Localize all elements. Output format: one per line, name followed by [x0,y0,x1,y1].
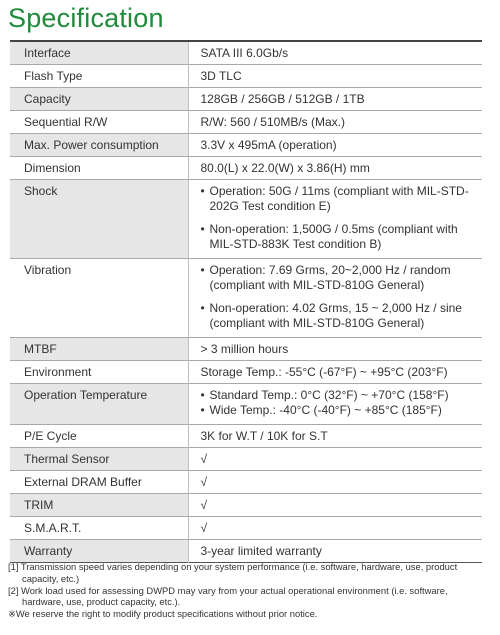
spec-label: Warranty [10,539,188,562]
table-row [10,179,482,258]
table-row [10,493,482,516]
spec-label: Capacity [10,87,188,110]
table-row [10,41,482,64]
spec-value: 3-year limited warranty [188,539,482,562]
spec-label: Flash Type [10,64,188,87]
spec-label: Interface [10,41,188,64]
table-row [10,87,482,110]
spec-value: 80.0(L) x 22.0(W) x 3.86(H) mm [188,156,482,179]
table-row [10,133,482,156]
bullet-item: • Operation: 50G / 11ms (compliant with MIL-STD-202G Test condition E) [201,184,483,214]
table-row [10,110,482,133]
footnote: [2] Work load used for assessing DWPD may vary from your actual operational environment (i.e. software, hardware, use, product capacity, etc.). [8,584,448,608]
bullet-item: • Operation: 7.69 Grms, 20~2,000 Hz / random (compliant with MIL-STD-810G General) [201,263,483,293]
table-row [10,258,482,337]
spec-value: > 3 million hours [188,337,482,360]
table-row [10,156,482,179]
spec-label: Dimension [10,156,188,179]
bullet-list [201,184,483,252]
spec-value: 3D TLC [188,64,482,87]
spec-value: 3K for W.T / 10K for S.T [188,424,482,447]
spec-label: S.M.A.R.T. [10,516,188,539]
bullet-item: • Non-operation: 1,500G / 0.5ms (compliant with MIL-STD-883K Test condition B) [201,222,483,252]
spec-label: Operation Temperature [10,383,188,424]
footnote: [1] Transmission speed varies depending on your system performance (i.e. software, hardware, use, product capacity, etc.) [8,561,458,584]
table-row [10,383,482,424]
spec-label: Sequential R/W [10,110,188,133]
spec-label: MTBF [10,337,188,360]
bullet-list [201,263,483,331]
spec-value: √ [188,447,482,470]
spec-label: P/E Cycle [10,424,188,447]
spec-value: √ [188,516,482,539]
spec-label: TRIM [10,493,188,516]
spec-label: External DRAM Buffer [10,470,188,493]
footnote: ※We reserve the right to modify product specifications without prior notice. [8,608,318,620]
bullet-item: • Non-operation: 4.02 Grms, 15 ~ 2,000 Hz / sine (compliant with MIL-STD-810G General) [201,301,483,331]
spec-value [188,179,482,258]
spec-value: 3.3V x 495mA (operation) [188,133,482,156]
page-title: Specification [8,3,164,33]
table-row [10,470,482,493]
table-row [10,337,482,360]
spec-value: SATA III 6.0Gb/s [188,41,482,64]
spec-label: Shock [10,179,188,258]
table-row [10,64,482,87]
spec-value [188,383,482,424]
footnotes [8,561,484,620]
spec-label: Max. Power consumption [10,133,188,156]
table-row [10,447,482,470]
spec-label: Environment [10,360,188,383]
spec-table-body [10,41,482,562]
spec-value [188,258,482,337]
bullet-list [201,388,483,418]
spec-label: Thermal Sensor [10,447,188,470]
spec-value: √ [188,470,482,493]
spec-value: √ [188,493,482,516]
spec-table [10,40,482,563]
table-row [10,424,482,447]
table-row [10,516,482,539]
spec-value: 128GB / 256GB / 512GB / 1TB [188,87,482,110]
spec-label: Vibration [10,258,188,337]
table-row [10,360,482,383]
bullet-item: • Wide Temp.: -40°C (-40°F) ~ +85°C (185°F) [201,403,483,418]
bullet-item: • Standard Temp.: 0°C (32°F) ~ +70°C (158°F) [201,388,483,403]
spec-value: R/W: 560 / 510MB/s (Max.) [188,110,482,133]
table-row [10,539,482,562]
spec-value: Storage Temp.: -55°C (-67°F) ~ +95°C (203°F) [188,360,482,383]
